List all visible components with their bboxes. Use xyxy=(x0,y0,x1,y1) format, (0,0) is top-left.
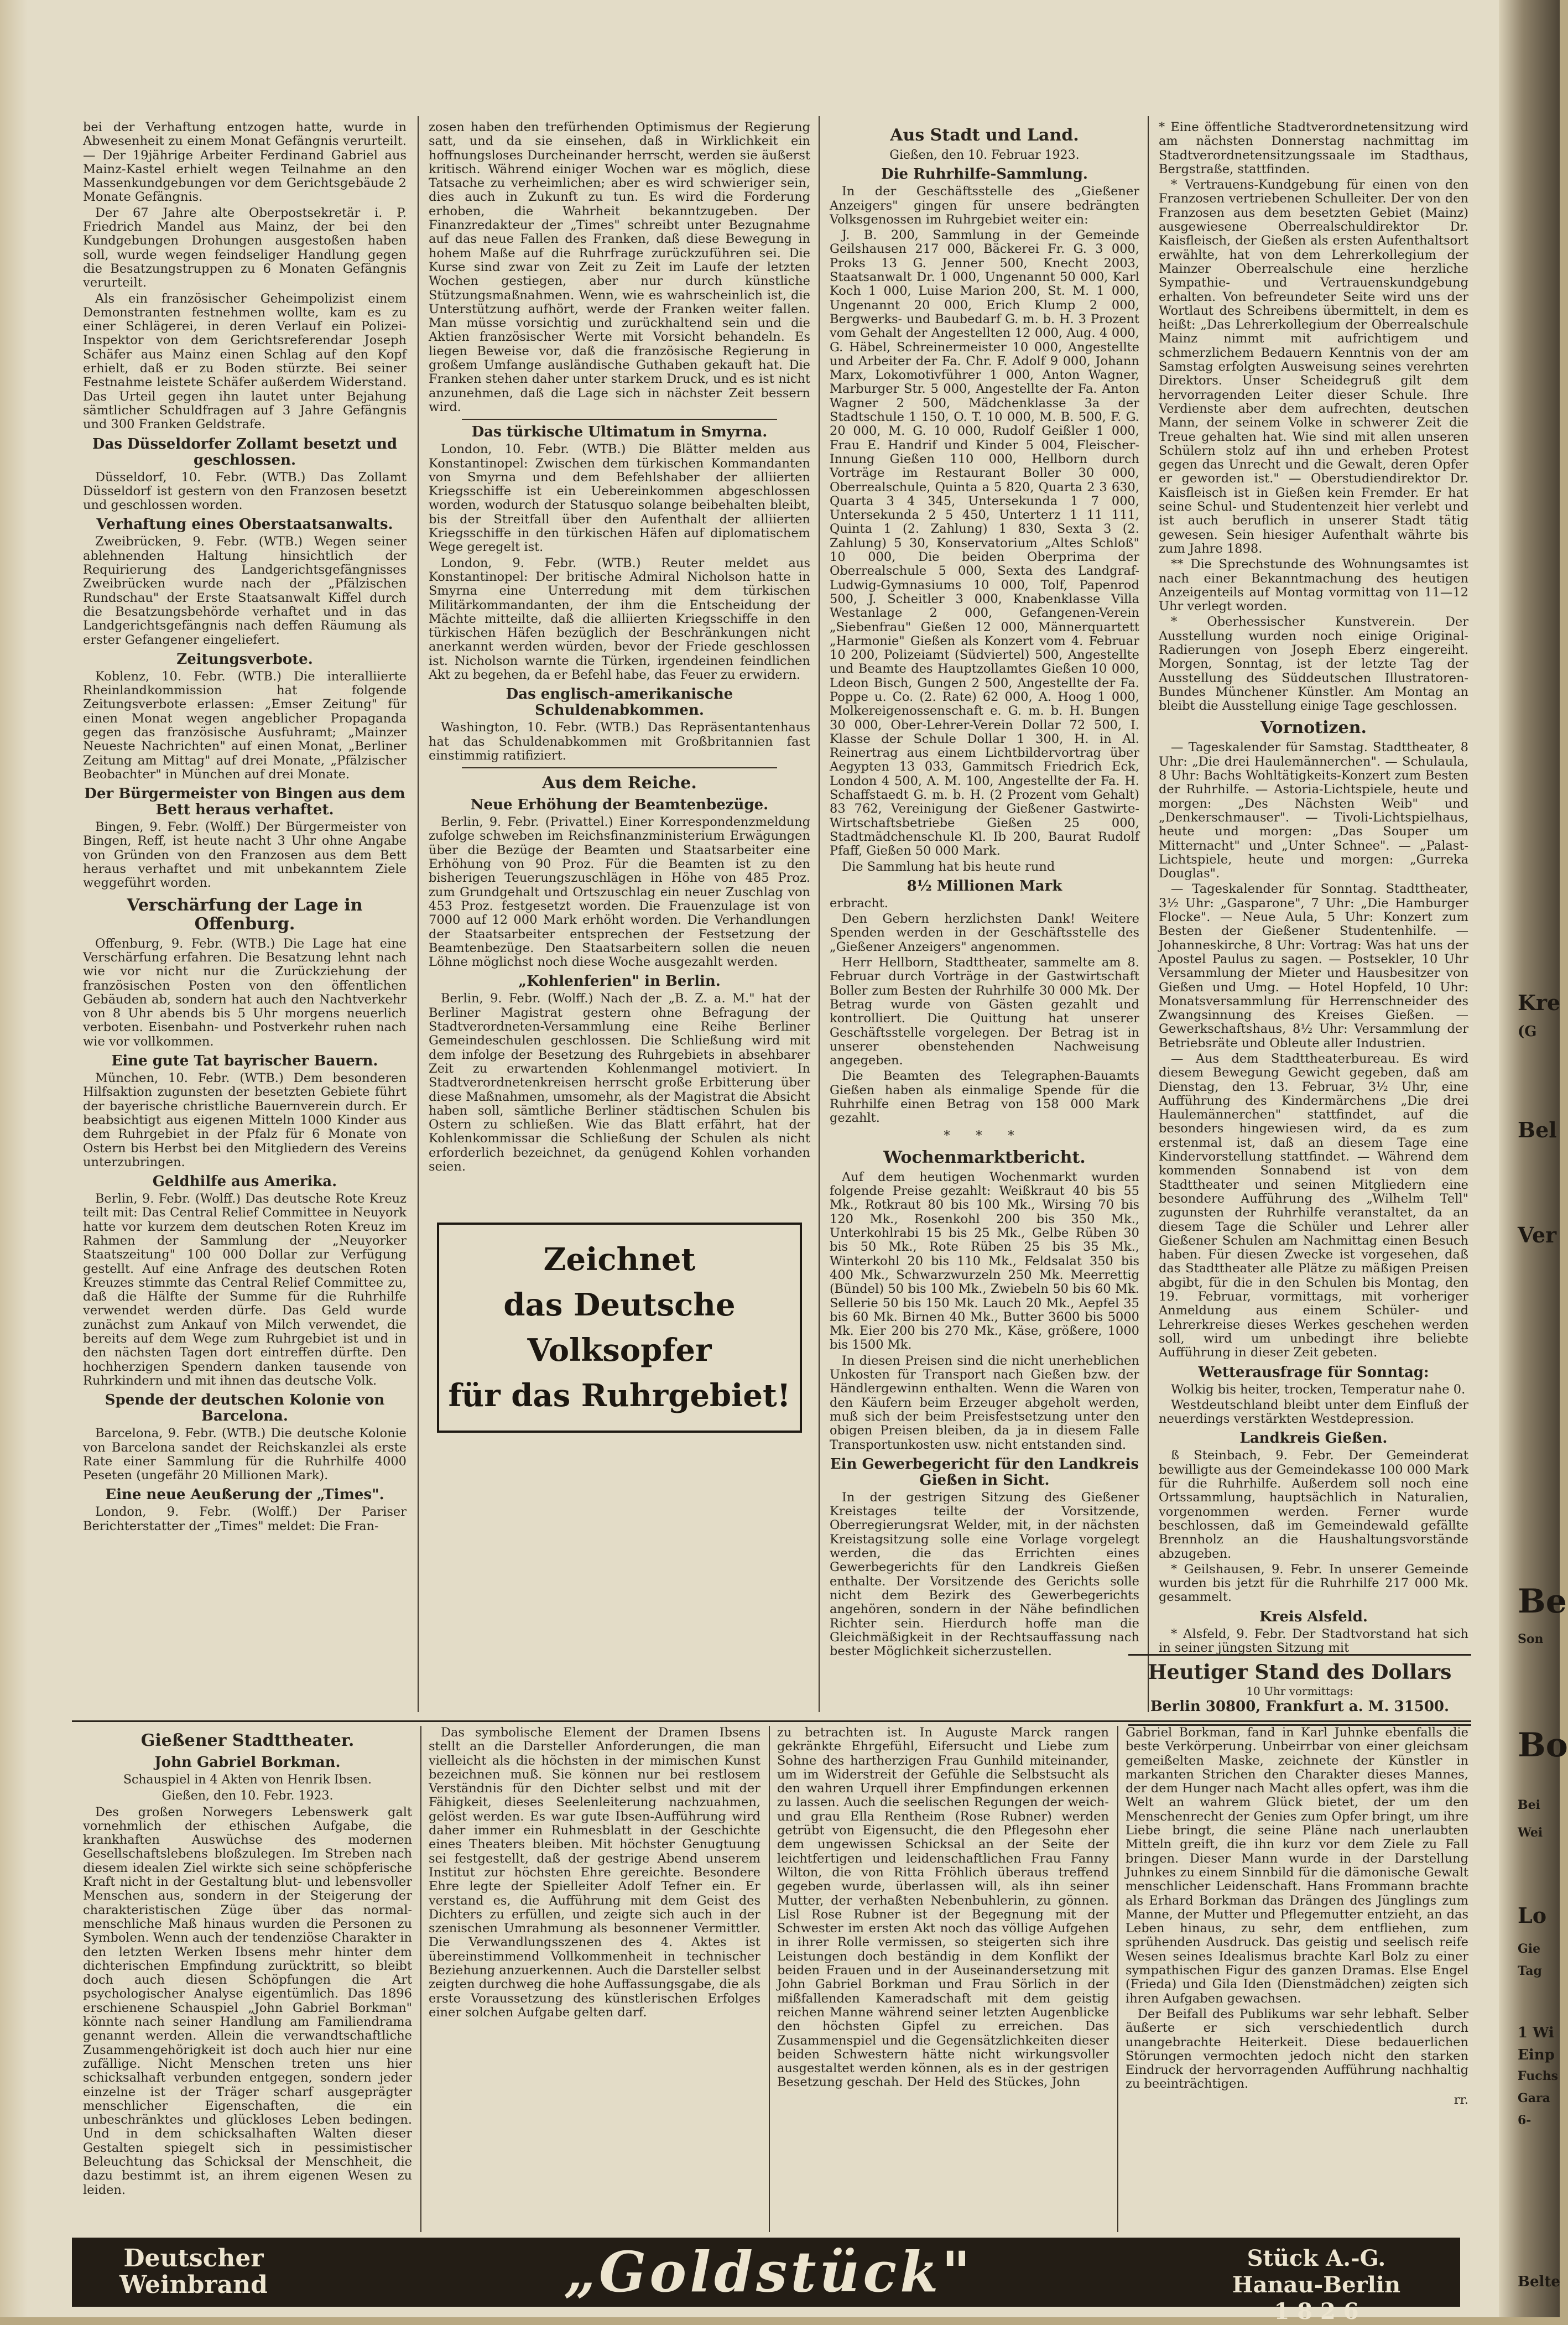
article-text: Bingen, 9. Febr. (Wolff.) Der Bürgermeister von Bingen, Reff, ist heute nacht 3 Uhr ohne Angabe von Gründen von den Franzosen aus dem Bett heraus verhaftet und mit unbekanntem Ziele weggeführt worden. xyxy=(83,820,407,891)
sum-total: 8½ Millionen Mark xyxy=(907,877,1062,894)
article-text: bei der Verhaftung entzogen hatte, wurde in Abwesenheit zu einem Monat Gefängnis verurteilt. — Der 19jährige Arbeiter Ferdinand Gabriel aus Mainz-Kastel erhielt wegen Teilnahme an den Massenkundgebungen vor dem Gerichtsgebäude 2 Monate Gefängnis. xyxy=(83,120,407,205)
article-text: In der Geschäftsstelle des „Gießener Anzeigers" gingen für unsere bedrängten Volksgenossen im Ruhrgebiet weiter ein: xyxy=(830,184,1139,227)
volksopfer-ad xyxy=(437,1223,802,1433)
article-text: London, 10. Febr. (WTB.) Die Blätter melden aus Konstantinopel: Zwischen dem türkischen Kommandanten von Smyrna und dem Befehlshaber der alliierten Kriegsschiffe ist ein Uebereinkommen abgeschlossen worden, wodurch der Statusquo solange beibehalten bleibt, bis der Streitfall über den Aufenthalt der alliierten Kriegsschiffe in den türkischen Häfen auf diplomatischem Wege geregelt ist. xyxy=(429,442,810,555)
article-text: Berlin, 9. Febr. (Wolff.) Nach der „B. Z. a. M." hat der Berliner Magistrat gestern ohne Befragung der Stadtverordneten-Versammlung eine Reihe Berliner Gemeindeschulen geschlossen. Die Schließung wird mit dem infolge der Besetzung des Ruhrgebiets in absehbarer Zeit zu erwartenden Kohlenmangel motiviert. In Stadtverordnetenkreisen herrscht große Erbitterung über diese Maßnahmen, umsomehr, als der Magistrat die Absicht haben soll, sämtliche Berliner städtischen Schulen bis Ostern zu schließen. Wie das Blatt erfährt, hat der Kohlenkommissar die Schließung der Schulen als nicht erforderlich bezeichnet, da genügend Kohlen vorhanden seien. xyxy=(429,991,810,1174)
spine-fragment: Be xyxy=(1518,1582,1567,1621)
article-text: Den Gebern herzlichsten Dank! Weitere Spenden werden in der Geschäftsstelle des „Gießener Anzeigers" angenommen. xyxy=(830,912,1139,954)
binding-spine xyxy=(1499,0,1568,2317)
article-text: * Vertrauens-Kundgebung für einen von den Franzosen vertriebenen Schulleiter. Der von den Franzosen aus dem besetzten Gebiet (Mainz) ausgewiesene Oberrealschuldirektor Dr. Kaisfleisch, der Gießen als ersten Aufenthaltsort erwählte, hat von dem Lehrerkollegium der Mainzer Oberrealschule eine herzliche Sympathie- und Vertrauenskundgebung erhalten. Von befreundeter Seite wird uns der Wortlaut des Schreibens übermittelt, in dem es heißt: „Das Lehrerkollegium der Oberrealschule Mainz nimmt mit aufrichtigem und schmerzlichem Bedauern Kenntnis von der am Samstag erfolgten Ausweisung seines verehrten Direktors. Unser Scheidegruß gilt dem hervorragenden Leiter dieser Schule. Ihre Verdienste aber dem aufrechten, deutschen Mann, der seinem Volke in schwerer Zeit die Treue gehalten hat. Wie sind mit allen unseren Schülern stolz auf ihn und erheben Protest gegen das Unrecht und die Gewalt, deren Opfer er geworden ist." — Oberstudiendirektor Dr. Kaisfleisch ist in Gießen kein Fremder. Er hat seine Schul- und Studentenzeit hier verlebt und ist auch beruflich in unserer Stadt tätig gewesen. Sein hiesiger Aufenthalt währte bis zum Jahre 1898. xyxy=(1159,178,1468,556)
headline: Das Düsseldorfer Zollamt besetzt und geschlossen. xyxy=(92,435,398,469)
spine-fragment: Ver xyxy=(1518,1223,1557,1247)
article-text: Als ein französischer Geheimpolizist einem Demonstranten festnehmen wollte, kam es zu einer Schlägerei, in deren Verlauf ein Polizei-Inspektor von dem Gerichtsreferendar Joseph Schäfer aus Mainz einen Schlag auf den Kopf erhielt, daß er zu Boden stürzte. Bei seiner Festnahme leistete Schäfer außerdem Widerstand. Das Urteil gegen ihn lautet unter Bejahung sämtlicher Schuldfragen auf 3 Jahre Gefängnis und 300 Franken Geldstrafe. xyxy=(83,291,407,432)
article-text: Washington, 10. Febr. (WTB.) Das Repräsentantenhaus hat das Schuldenabkommen mit Großbritannien fast einstimmig ratifiziert. xyxy=(429,720,810,763)
article-text: erbracht. xyxy=(830,896,888,911)
headline: Verschärfung der Lage in Offenburg. xyxy=(127,895,363,934)
column-3 xyxy=(830,121,1139,1711)
article-text: ** Die Sprechstunde des Wohnungsamtes ist nach einer Bekanntmachung des heutigen Anzeigenteils auf Montag vormittag von 11—12 Uhr verlegt worden. xyxy=(1159,557,1468,614)
signature: rr. xyxy=(1454,2092,1468,2107)
dollar-time: 10 Uhr vormittags: xyxy=(1246,1684,1353,1698)
article-text: Das symbolische Element der Dramen Ibsens stellt an die Darsteller Anforderungen, die man vielleicht als die höchsten in der mimischen Kunst bezeichnen muß. Sie können nur bei restlosem Verständnis für den Dichter selbst und mit der Fähigkeit, dieses Seelenleiterung nachzuahmen, gelöst werden. Es war gute Ibsen-Aufführung wird daher immer ein Ruhmesblatt in der Geschichte eines Theaters bleiben. Mit höchster Genugtuung sei festgestellt, daß der gestrige Abend unserem Institut zur höchsten Ehre gereichte. Besondere Ehre legte der Spielleiter Adolf Tefner ein. Er verstand es, die Aufführung mit dem Geist des Dichters zu erfüllen, und zeigte sich auch in der szenischen Umrahmung als besonnener Vermittler. Die Verwandlungsszenen des 4. Aktes ist übereinstimmend Vollkommenheit in technischer Beziehung anzuerkennen. Auch die Darsteller selbst zeigten durchweg die hohe Auffassungsgabe, die als erste Voraussetzung des künstlerischen Erfolges einer solchen Aufgabe gelten darf. xyxy=(429,1725,760,2020)
headline: Wochenmarktbericht. xyxy=(883,1147,1086,1167)
headline: Eine gute Tat bayrischer Bauern. xyxy=(111,1053,378,1070)
article-text: — Aus dem Stadttheaterbureau. Es wird diesem Bewegung Gewicht gegeben, daß am Dienstag, den 13. Februar, 3½ Uhr, eine Aufführung des Kindermärchens „Die drei Haulemännerchen" stattfindet, auf die besonders hingewiesen wird, da es zum erstenmal ist, daß an diesem Tage eine Kindervorstellung stattfindet. — Während dem kommenden Sonnabend ist von dem Stadttheater und seinen Mitgliedern eine besondere Aufführung des „Wilhelm Tell" zugunsten der Ruhrhilfe veranstaltet, da an diesem Tage die Schüler und Lehrer aller Gießener Schulen am Nachmittag einen Besuch haben. Für diesen Zwecke ist vorgesehen, daß das Stadttheater alle Plätze zu mäßigen Preisen abgibt, für die in den Schulen bis Montag, den 19. Februar, vormittags, mit vorheriger Anmeldung aus einem Schüler- und Lehrerkreise dieses Werkes geschehen werden soll, wird um unbedingt ihre beliebte Aufführung in dieser Zeit gebeten. xyxy=(1159,1052,1468,1360)
spine-fragment: Bel xyxy=(1518,1117,1557,1142)
ad-right-text xyxy=(1195,2245,1438,2325)
spine-fragment: Gie xyxy=(1518,1942,1541,1956)
spine-fragment: Kre xyxy=(1518,990,1561,1015)
article-text: zosen haben den trefürhenden Optimismus der Regierung satt, und da sie einsehen, daß in Wirklichkeit ein hoffnungsloses Durcheinander herrscht, werden sie äußerst kritisch. Während einiger Wochen war es möglich, diese Tatsache zu verheimlichen; aber es wird schwieriger sein, dies auch in Zukunft zu tun. Es wird die Forderung erhoben, die Wahrheit bekanntzugeben. Der Finanzredakteur der „Times" schreibt unter Bezugnahme auf das neue Fallen des Franken, daß diese Bewegung in hohem Maße auf die Ruhrfrage zurückzuführen sei. Die Kurse sind zwar von Zeit zu Zeit im Laufe der letzten Wochen gestiegen, aber nur durch künstliche Stützungsmaßnahmen. Wenn, wie es wahrscheinlich ist, die Unterstützung aufhört, werde der Franken weiter fallen. Man müsse vorsichtig und zurückhaltend sein und die Aktien französischer Werte mit Vorsicht behandeln. Es liegen Beweise vor, daß die französische Regierung in großem Umfange ausländische Guthaben gekauft hat. Die Franken stehen daher unter starkem Druck, und es ist nicht anzunehmen, daß die Lage sich in nächster Zeit bessern wird. xyxy=(429,120,810,414)
divider xyxy=(462,419,777,420)
play-title: John Gabriel Borkman. xyxy=(154,1754,341,1771)
dateline: Gießen, den 10. Februar 1923. xyxy=(889,148,1080,162)
article-text: Westdeutschland bleibt unter dem Einfluß der neuerdings verstärkten Westdepression. xyxy=(1159,1397,1468,1427)
headline: Neue Erhöhung der Beamtenbezüge. xyxy=(470,797,769,814)
article-text: — Tageskalender für Samstag. Stadttheater, 8 Uhr: „Die drei Haulemännerchen". — Schulaula, 8 Uhr: Bachs Wohltätigkeits-Konzert zum Besten der Ruhrhilfe. — Astoria-Lichtspiele, heute und morgen: „Des Nächsten Weib" und „Denkerschmauser". — Tivoli-Lichtspielhaus, heute und morgen: „Das Souper um Mitternacht" und „Unter Schnee". — „Palast-Lichtspiele, heute und morgen: „Gurreka Douglas". xyxy=(1159,740,1468,881)
spine-fragment: Einp xyxy=(1518,2047,1555,2063)
column-4 xyxy=(1159,121,1468,1711)
section-title: Aus Stadt und Land. xyxy=(890,126,1079,145)
article-text: In der gestrigen Sitzung des Gießener Kreistages teilte der Vorsitzende, Oberregierungsrat Welder, mit, in der nächsten Kreistagsitzung solle eine Vorlage vorgelegt werden, die das Errichten eines Gewerbegerichts für den Landkreis Gießen enthalte. Der Vorsitzende des Gerichts solle nicht dem Bezirk des Gewerbegerichts angehören, sondern in der Nähe befindlichen Richter sein. Hierdurch hoffe man die Gleichmäßigkeit in der Rechtsauffassung nach bester Möglichkeit sicherzustellen. xyxy=(830,1490,1139,1659)
headline: Das englisch-amerikanische Schuldenabkommen. xyxy=(506,686,733,719)
spine-fragment: Belte xyxy=(1518,2274,1560,2290)
article-text: * Geilshausen, 9. Febr. In unserer Gemeinde wurden bis jetzt für die Ruhrhilfe 217 000 Mk. gesammelt. xyxy=(1159,1562,1468,1605)
article-text: Berlin, 9. Febr. (Privattel.) Einer Korrespondenzmeldung zufolge schweben im Reichsfinanzministerium Erwägungen über die Bezüge der Beamten und Staatsarbeiter eine Erhöhung von 90 Proz. Für die Beamten ist zu den bisherigen Teuerungszuschlägen in Höhe von 485 Proz. zum Grundgehalt und Ortszuschlag ein neuer Zuschlag von 453 Proz. festgesetzt worden. Die Frauenzulage ist von 7000 auf 12 000 Mark erhöht worden. Die Verhandlungen der Staatsarbeiter entsprechen der Festsetzung der Beamtenbezüge. Den Staatsarbeitern sollen die neuen Löhne möglichst noch diese Woche ausgezahlt werden. xyxy=(429,815,810,970)
headline: Die Ruhrhilfe-Sammlung. xyxy=(881,166,1088,183)
article-text: Zweibrücken, 9. Febr. (WTB.) Wegen seiner ablehnenden Haltung hinsichtlich der Requirierung des Landgerichtsgefängnisses Zweibrücken wurde nach der „Pfälzischen Rundschau" der Erste Staatsanwalt Kiffel durch die Besatzungsbehörde verhaftet und in das Landgerichtsgefängnis nach deffen Räumung als erster Gefangener eingeliefert. xyxy=(83,534,407,647)
article-text: Wolkig bis heiter, trocken, Temperatur nahe 0. xyxy=(1171,1382,1466,1397)
article-text: Berlin, 9. Febr. (Wolff.) Das deutsche Rote Kreuz teilt mit: Das Central Relief Committee in Neuyork hatte vor kurzem dem deutschen Roten Kreuz im Rahmen der Sammlung der „Neuyorker Staatszeitung" 100 000 Dollar zur Verfügung gestellt. Auf eine Anfrage des deutschen Roten Kreuzes stimmte das Central Relief Committee zu, daß die Hälfte der Summe für die Ruhrhilfe verwendet werden dürfe. Das Geld wurde zunächst zum Ankauf von Milch verwendet, die bereits auf dem Wege zum Ruhrgebiet ist und in den nächsten Tagen dort eintreffen dürfte. Den hochherzigen Spendern danken tausende von Ruhrkindern und mit ihnen das deutsche Volk. xyxy=(83,1192,407,1388)
column-divider xyxy=(418,116,419,1712)
headline: Gießener Stadttheater. xyxy=(140,1731,355,1750)
dollar-rate-box xyxy=(1128,1654,1471,1726)
article-text: — Tageskalender für Sonntag. Stadttheater, 3½ Uhr: „Gasparone", 7 Uhr: „Die Hamburger Flocke". — Neue Aula, 5 Uhr: Konzert zum Besten der Gießener Studentenhilfe. — Johanneskirche, 8 Uhr: Vortrag: Was hat uns der Apostel Paulus zu sagen. — Postsekler, 10 Uhr Versammlung der Mieter und Hausbesitzer von Gießen und Umg. — Hotel Hopfeld, 10 Uhr: Monatsversammlung für Herrenschneider des Zwangsinnung des Kreises Gießen. — Gewerkschaftshaus, 8½ Uhr: Versammlung der Betriebsräte und Obleute aller Industrien. xyxy=(1159,882,1468,1050)
article-text: ß Steinbach, 9. Febr. Der Gemeinderat bewilligte aus der Gemeindekasse 100 000 Mark für die Ruhrhilfe. Außerdem soll noch eine Ortssammlung, hauptsächlich in Naturalien, vorgenommen werden. Ferner wurde beschlossen, daß im Gemeindewald gefällte Brennholz an die Haushaltungsvorstände abzugeben. xyxy=(1159,1448,1468,1561)
article-text: Die Beamten des Telegraphen-Bauamts Gießen haben als einmalige Spende für die Ruhrhilfe einen Betrag von 158 000 Mark gezahlt. xyxy=(830,1069,1139,1126)
dollar-values: Berlin 30800, Frankfurt a. M. 31500. xyxy=(1150,1698,1450,1715)
article-text: * Alsfeld, 9. Febr. Der Stadtvorstand hat sich in seiner jüngsten Sitzung mit xyxy=(1159,1626,1468,1655)
article-text: Der 67 Jahre alte Oberpostsekretär i. P. Friedrich Mandel aus Mainz, der bei den Kundgebungen Drohungen ausgestoßen haben soll, wurde wegen feindseliger Handlung gegen die Besatzungstruppen zu 6 Monaten Gefängnis verurteilt. xyxy=(83,205,407,290)
article-text: * Oberhessischer Kunstverein. Der Ausstellung wurden noch einige Original-Radierungen von Joseph Eberz eingereiht. Morgen, Sonntag, ist der letzte Tag der Ausstellung des Süddeutschen Illustratoren-Bundes Münchener Künstler. Am Montag an bleibt die Ausstellung einige Tage geschlossen. xyxy=(1159,615,1468,714)
headline: Kreis Alsfeld. xyxy=(1259,1608,1368,1625)
spine-fragment: (G xyxy=(1518,1023,1537,1040)
ad-company: Stück A.-G. xyxy=(1247,2245,1386,2271)
column-divider xyxy=(420,1726,421,2232)
headline: Verhaftung eines Oberstaatsanwalts. xyxy=(96,516,393,533)
article-text: Der Beifall des Publikums war sehr lebhaft. Selber äußerte er sich verschiedentlich durch unangebrachte Heiterkeit. Diese bedauerlichen Störungen vermochten jedoch nicht den starken Eindruck der hervorragenden Aufführung nachhaltig zu beeinträchtigen. xyxy=(1126,2006,1468,2092)
column-divider xyxy=(819,116,820,1712)
ad-city: Hanau-Berlin xyxy=(1232,2272,1401,2298)
spine-fragment: Son xyxy=(1518,1632,1544,1646)
spine-fragment: Gara xyxy=(1518,2091,1550,2105)
ad-line: für das Ruhrgebiet! xyxy=(448,1377,791,1414)
ad-line: Zeichnet xyxy=(543,1241,696,1278)
ad-year: 1 8 2 6 xyxy=(1274,2298,1359,2324)
article-text: Koblenz, 10. Febr. (WTB.) Die interalliierte Rheinlandkommission hat folgende Zeitungsverbote erlassen: „Emser Zeitung" für einen Monat wegen angeblicher Propaganda gegen das französische Ausfuhramt; „Mainzer Neueste Nachrichten" auf einen Monat, „Berliner Zeitung am Mittag" auf drei Monate, „Pfälzischer Beobachter" in München auf drei Monate. xyxy=(83,669,407,782)
ad-left-text: Deutscher Weinbrand xyxy=(119,2244,268,2299)
article-text: J. B. 200, Sammlung in der Gemeinde Geilshausen 217 000, Bäckerei Fr. G. 3 000, Proks 13 G. Jenner 500, Knecht 2003, Staatsanwalt Dr. 1 000, Ungenannt 50 000, Karl Koch 1 000, Luise Marion 200, St. M. 1 000, Ungenannt 20 000, Erich Klump 2 000, Bergwerks- und Baubedarf G. m. b. H. 3 Prozent vom Gehalt der Angestellten 12 000, Aug. 4 000, G. Häbel, Schreinermeister 10 000, Angestellte und Arbeiter der Fa. Chr. F. Adolf 9 000, Johann Marx, Lokomotivführer 1 000, Anton Wagner, Marburger Str. 5 000, Angestellte der Fa. Anton Wagner 2 500, Mädchenklasse 3a der Stadtschule 1 150, O. T. 10 000, M. B. 500, F. G. 20 000, M. G. 10 000, Rudolf Geißler 1 000, Frau E. Handrif und Kinder 5 004, Fleischer-Innung Gießen 110 000, Hellborn durch Vorträge im Restaurant Boller 30 000, Oberrealschule, Quinta a 5 820, Quarta 2 3 630, Quarta 3 4 345, Untersekunda 1 7 000, Untersekunda 2 5 450, Unterterz 1 11 111, Quinta 1 (2. Zahlung) 1 830, Sexta 3 (2. Zahlung) 5 30, Konservatorium „Altes Schloß" 10 000, Die beiden Oberprima der Oberrealschule 5 000, Sexta des Landgraf-Ludwig-Gymnasiums 10 000, Tolf, Papenrod 500, J. Scheitler 3 000, Knabenklasse Villa Westanlage 2 000, Gefangenen-Verein „Siebenfrau" Gießen 12 000, Männerquartett „Harmonie" Gießen als Konzert vom 4. Februar 10 200, Polizeiamt (Südviertel) 500, Angestellte und Beamte des Hauptzollamtes Gießen 10 000, Ldeon Bisch, Gungen 2 500, Angestellte der Fa. Poppe u. Co. (2. Rate) 62 000, A. Hoog 1 000, Molkereigenossenschaft e. G. m. b. H. Bungen 30 000, Ober-Lehrer-Verein Dollar 72 500, I. Klasse der Schule Dollar 1 300, H. in Al. Reinertrag aus einem Lichtbildervortrag über Aegypten 13 033, Gammitsch Friedrich Eck, London 4 500, A. M. 100, Angestellte der Fa. H. Schaffstaedt G. m. b. H. (2 Prozent vom Gehalt) 83 762, Vereinigung der Gießener Gastwirte-Wirtschaftsbetriebe Gießen 25 000, Stadtmädchenschule Kl. Ib 200, Baurat Rudolf Pfaff, Gießen 50 000 Mark. xyxy=(830,228,1139,859)
page-left-edge xyxy=(0,0,28,2317)
column-divider xyxy=(769,1726,770,2232)
column-2 xyxy=(429,121,810,1216)
article-text: Gabriel Borkman, fand in Karl Juhnke ebenfalls die beste Verkörperung. Unbeirrbar von einer gleichsam gemeißelten Maske, zeichnete der Künstler in markanten Strichen den Charakter dieses Mannes, der dem Hunger nach Macht alles opfert, was ihm die Welt an wahrem Glück bietet, der um den Menschenrecht der Genies zum Opfer bringt, um ihre Liebe bringt, die seine Pläne nach unerlaubten Mitteln greift, die ihn kurz vor dem Ziele zu Fall bringen. Dieser Mann wurde in der Darstellung Juhnkes zu einem Sinnbild für die dämonische Gewalt menschlicher Leidenschaft. Hans Frommann brachte als Erhard Borkman das Drängen des Jünglings zum Manne, der Mutter und Pflegemutter entzieht, an das Leben hinaus, zu sehr, dem entfliehen, zum sprühenden Ausdruck. Das geistig und seelisch reife Wesen seines Idealismus brachte Karl Bolz zu einer sympathischen Figur des ganzen Dramas. Else Engel (Frieda) und Gila Iden (Dienstmädchen) zeigten sich ihren Aufgaben gewachsen. xyxy=(1126,1725,1468,2006)
dateline: Gießen, den 10. Febr. 1923. xyxy=(162,1789,334,1803)
article-text: Auf dem heutigen Wochenmarkt wurden folgende Preise gezahlt: Weißkraut 40 bis 55 Mk., Rotkraut 80 bis 100 Mk., Wirsing 70 bis 120 Mk., Rosenkohl 200 bis 350 Mk., Unterkohlrabi 15 bis 25 Mk., Gelbe Rüben 30 bis 50 Mk., Rote Rüben 25 bis 35 Mk., Winterkohl 20 bis 110 Mk., Feldsalat 350 bis 400 Mk., Schwarzwurzeln 250 Mk. Meerrettig (Bündel) 50 bis 100 Mk., Zwiebeln 50 bis 60 Mk. Sellerie 50 bis 150 Mk. Lauch 20 Mk., Aepfel 35 bis 60 Mk. Birnen 40 Mk., Butter 3600 bis 5000 Mk. Eier 200 bis 270 Mk., Käse, größere, 1000 bis 1500 Mk. xyxy=(830,1169,1139,1353)
section-rule xyxy=(72,1720,1471,1722)
headline: Der Bürgermeister von Bingen aus dem Bett heraus verhaftet. xyxy=(84,786,405,819)
headline: Ein Gewerbegericht für den Landkreis Gießen in Sicht. xyxy=(830,1455,1139,1489)
theater-column-2 xyxy=(429,1726,760,2232)
headline: Geldhilfe aus Amerika. xyxy=(152,1173,337,1190)
article-text: Herr Hellborn, Stadttheater, sammelte am 8. Februar durch Vorträge in der Gastwirtschaft Boller zum Besten der Ruhrhilfe 30 000 Mk. Der Betrag wurde von Gästen gezahlt und kontrolliert. Die Quittung hat unserer Geschäftsstelle vorgelegen. Der Betrag ist in unserer obenstehenden Nachweisung angegeben. xyxy=(830,955,1139,1068)
article-text: Des großen Norwegers Lebenswerk galt vornehmlich der ethischen Aufgabe, die krankhaften Auswüchse des modernen Gesellschaftslebens bloßzulegen. Im Streben nach diesem idealen Ziel wirkte sich seine schöpferische Kraft nicht in der Gestaltung blut- und lebensvoller Menschen aus, sondern in der Steigerung der charakteristischen Züge über das normal-menschliche Maß hinaus wurden die Personen zu Symbolen. Wenn auch der tendenziöse Charakter in den letzten Werken Ibsens mehr hinter dem dichterischen Empfindung zurücktritt, so bleibt doch auch diesen Schöpfungen die Art psychologischer Analyse eigentümlich. Das 1896 erschienene Schauspiel „John Gabriel Borkman" könnte nach seiner Handlung am Familiendrama genannt werden. Allein die verwandtschaftliche Zusammengehörigkeit ist doch auch hier nur eine zufällige. Nicht Menschen treten uns hier schicksalhaft verbunden entgegen, sondern jeder einzelne ist der Träger scharf ausgeprägter menschlicher Eigenschaften, die ein unbeschränktes und glückloses Leben bedingen. Und in dem schicksalhaften Walten dieser Gestalten spiegelt sich in pessimistischer Beleuchtung das Schicksal der Menschheit, die dazu bestimmt ist, an ihrem eigenen Wesen zu leiden. xyxy=(83,1804,412,2197)
column-1 xyxy=(83,121,407,1711)
spine-fragment: Lo xyxy=(1518,1903,1547,1928)
headline: Spende der deutschen Kolonie von Barcelona. xyxy=(105,1392,385,1425)
theater-column-3 xyxy=(777,1726,1109,2232)
article-text: Düsseldorf, 10. Febr. (WTB.) Das Zollamt Düsseldorf ist gestern von den Franzosen besetzt und geschlossen worden. xyxy=(83,470,407,513)
ad-brand: „Goldstück" xyxy=(564,2239,974,2305)
article-text: Barcelona, 9. Febr. (WTB.) Die deutsche Kolonie von Barcelona sandet der Reichskanzlei als erste Rate einer Sammlung für die Ruhrhilfe 4000 Peseten (ungefähr 20 Millionen Mark). xyxy=(83,1426,407,1483)
divider xyxy=(462,767,777,768)
article-text: In diesen Preisen sind die nicht unerheblichen Unkosten für Transport nach Gießen bzw. der Händlergewinn enthalten. Wenn die Waren von den Käufern beim Erzeuger abgeholt werden, muß sich der beim Preisfestsetzung unter den obigen Preisen bleiben, da ja in diesem Falle Transportunkosten usw. nicht entstanden sind. xyxy=(830,1353,1139,1452)
article-text: Offenburg, 9. Febr. (WTB.) Die Lage hat eine Verschärfung erfahren. Die Besatzung lehnt nach wie vor nicht nur die Zurückziehung der französischen Posten von den öffentlichen Gebäuden ab, sondern hat auch den Nachtverkehr von 8 Uhr abends bis 5 Uhr morgens neuerlich verboten. Eisenbahn- und Postverkehr ruhen nach wie vor vollkommen. xyxy=(83,936,407,1049)
headline: Zeitungsverbote. xyxy=(176,651,313,668)
section-title: Vornotizen. xyxy=(1260,718,1367,738)
column-divider xyxy=(1117,1726,1118,2232)
dollar-title: Heutiger Stand des Dollars xyxy=(1148,1661,1452,1684)
theater-column-1 xyxy=(83,1726,412,2232)
headline: Landkreis Gießen. xyxy=(1239,1430,1388,1447)
ad-line: das Deutsche Volksopfer xyxy=(503,1287,736,1369)
headline: Wetterausfrage für Sonntag: xyxy=(1198,1364,1429,1381)
section-title: Aus dem Reiche. xyxy=(542,773,697,793)
spine-fragment: 6- xyxy=(1518,2113,1531,2128)
theater-column-4 xyxy=(1126,1726,1468,2232)
article-text: München, 10. Febr. (WTB.) Dem besonderen Hilfsaktion zugunsten der besetzten Gebiete führt der bayerische christliche Bauernverein durch. Er beabsichtigt aus eigenen Mitteln 1000 Kinder aus dem Ruhrgebiet in der Pfalz für 6 Monate von Ostern bis Herbst bei den Mitgliedern des Vereins unterzubringen. xyxy=(83,1071,407,1169)
article-text: zu betrachten ist. In Auguste Marck rangen gekränkte Ehrgefühl, Eifersucht und Liebe zum Sohne des hartherzigen Frau Gunhild miteinander, um im Widerstreit der Gefühle die Selbstsucht als den wahren Urquell ihrer Empfindungen erkennen zu lassen. Auch die seelischen Regungen der weich- und grau Ella Rentheim (Rose Rubner) werden getrübt von Eigensucht, die den Pflegesohn eher dem ungewissen Schicksal an der Seite der leichtfertigen und leidenschaftlichen Frau Fanny Wilton, die von Ritta Fröhlich überaus treffend gegeben wurde, überlassen will, als ihn seiner Mutter, der verhaßten Nebenbuhlerin, zu gönnen. Lisl Rose Rubner ist der Begegnung mit der Schwester im ersten Akt noch das völlige Aufgehen in ihrer Rolle vermissen, so steigerten sich ihre Leistungen doch beständig in dem Konflikt der beiden Frauen und in der Auseinandersetzung mit John Gabriel Borkman und Frau Sörlich in der mißfallenden Kameradschaft mit dem geistig reichen Manne während seiner letzten Augenblicke den höchsten Gipfel zu erreichen. Das Zusammenspiel und die Gegensätzlichkeiten dieser beiden Schwestern hätte nicht wirkungsvoller ausgestaltet werden können, als es in der gestrigen Besetzung geschah. Der Held des Stückes, John xyxy=(777,1725,1109,2090)
spine-fragment: Tag xyxy=(1518,1964,1542,1978)
play-subtitle: Schauspiel in 4 Akten von Henrik Ibsen. xyxy=(123,1773,372,1787)
article-text: London, 9. Febr. (WTB.) Reuter meldet aus Konstantinopel: Der britische Admiral Nicholson hatte in Smyrna eine Unterredung mit dem türkischen Militärkommandanten, der ihm die Entscheidung der Mächte mitteilte, daß die alliierten Kriegsschiffe in den türkischen Häfen bezüglich der Beschränkungen nicht anerkannt werden würden, bevor der Friede geschlossen ist. Nicholson warnte die Türken, irgendeinen feindlichen Akt zu begehen, da er Befehl habe, das Feuer zu erwidern. xyxy=(429,555,810,682)
spine-fragment: Bei xyxy=(1518,1798,1540,1812)
spine-fragment: Fuchs xyxy=(1518,2069,1559,2083)
headline: Eine neue Aeußerung der „Times". xyxy=(105,1486,384,1504)
spine-fragment: Bo xyxy=(1518,1726,1568,1765)
goldstueck-ad xyxy=(72,2238,1460,2324)
column-divider xyxy=(1148,116,1149,1712)
spine-fragment: 1 Wi xyxy=(1518,2025,1554,2041)
article-text: London, 9. Febr. (Wolff.) Der Pariser Berichterstatter der „Times" meldet: Die Fran- xyxy=(83,1505,407,1533)
separator: * * * xyxy=(944,1128,1025,1143)
headline: „Kohlenferien" in Berlin. xyxy=(518,973,721,990)
article-text: Die Sammlung hat bis heute rund xyxy=(842,859,1055,874)
headline: Das türkische Ultimatum in Smyrna. xyxy=(471,424,768,441)
article-text: * Eine öffentliche Stadtverordnetensitzung wird am nächsten Donnerstag nachmittag im Stadtverordnetensitzungssaale im Stadthaus, Bergstraße, stattfinden. xyxy=(1159,120,1468,176)
spine-fragment: Wei xyxy=(1518,1825,1543,1840)
